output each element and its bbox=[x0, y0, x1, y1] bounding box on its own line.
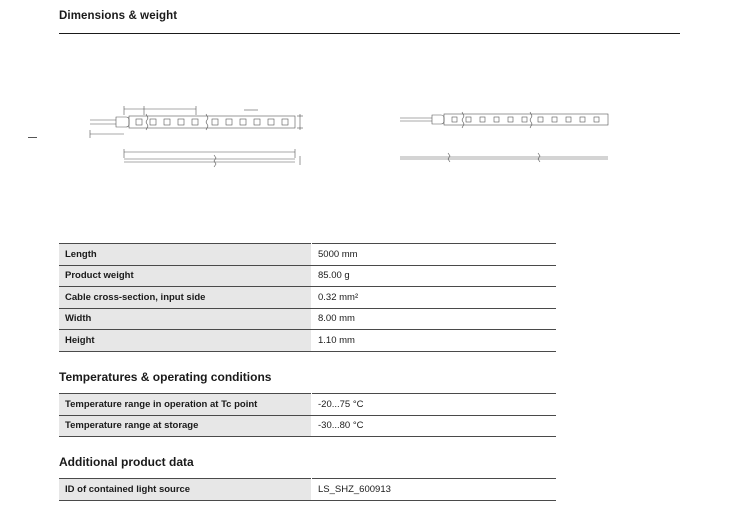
row-value: 5000 mm bbox=[312, 244, 557, 266]
temperatures-heading: Temperatures & operating conditions bbox=[59, 370, 272, 384]
row-value: 0.32 mm² bbox=[312, 287, 557, 309]
row-label: ID of contained light source bbox=[59, 479, 312, 501]
row-value: 85.00 g bbox=[312, 265, 557, 287]
row-value: 8.00 mm bbox=[312, 308, 557, 330]
temperatures-table bbox=[59, 393, 556, 437]
row-label: Cable cross-section, input side bbox=[59, 287, 312, 309]
dimensions-table bbox=[59, 243, 556, 352]
table-row bbox=[59, 265, 556, 287]
product-drawing-right bbox=[398, 108, 612, 168]
table-row bbox=[59, 308, 556, 330]
row-value: 1.10 mm bbox=[312, 330, 557, 352]
table-row bbox=[59, 287, 556, 309]
table-row bbox=[59, 479, 556, 501]
additional-data-heading: Additional product data bbox=[59, 455, 194, 469]
row-label: Length bbox=[59, 244, 312, 266]
row-value: -20...75 °C bbox=[312, 394, 557, 416]
title-divider bbox=[59, 33, 680, 34]
dimension-drawing-left bbox=[84, 100, 310, 172]
row-value: -30...80 °C bbox=[312, 415, 557, 437]
row-value: LS_SHZ_600913 bbox=[312, 479, 557, 501]
row-label: Width bbox=[59, 308, 312, 330]
additional-data-table bbox=[59, 478, 556, 501]
margin-mark bbox=[28, 137, 37, 138]
table-row bbox=[59, 330, 556, 352]
table-row bbox=[59, 244, 556, 266]
row-label: Temperature range in operation at Tc point bbox=[59, 394, 312, 416]
row-label: Height bbox=[59, 330, 312, 352]
section-title: Dimensions & weight bbox=[59, 10, 178, 22]
row-label: Temperature range at storage bbox=[59, 415, 312, 437]
row-label: Product weight bbox=[59, 265, 312, 287]
table-row bbox=[59, 394, 556, 416]
table-row bbox=[59, 415, 556, 437]
